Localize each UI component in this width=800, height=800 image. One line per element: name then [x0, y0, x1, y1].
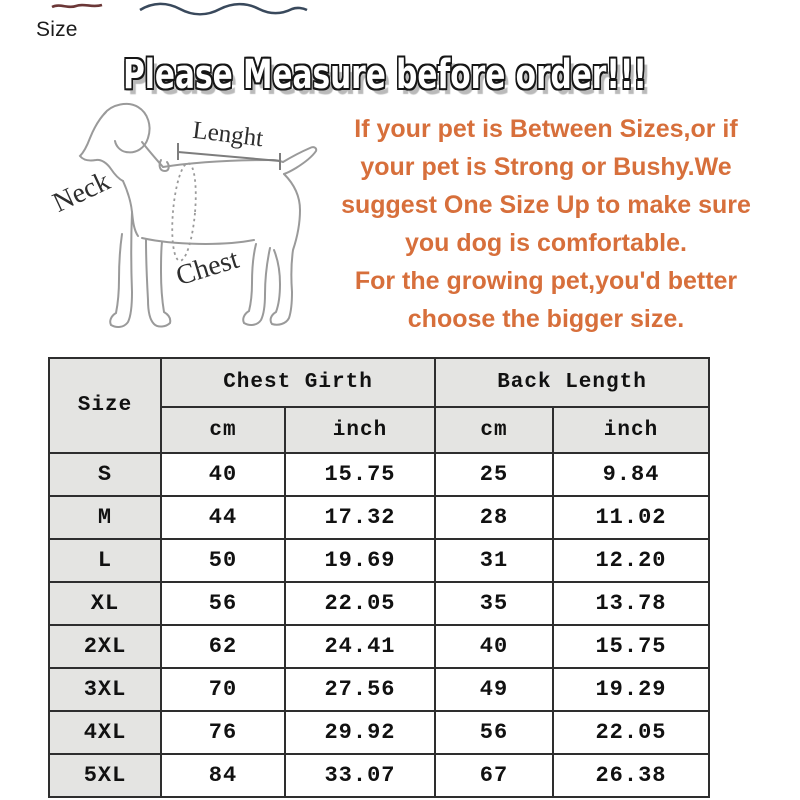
back-cm-cell: 28: [435, 496, 553, 539]
size-cell: M: [49, 496, 161, 539]
back-inch-cell: 15.75: [553, 625, 709, 668]
back-inch-cell: 9.84: [553, 453, 709, 496]
table-row: [49, 582, 709, 625]
size-cell: 2XL: [49, 625, 161, 668]
top-decoration: [50, 0, 315, 20]
advice-line: choose the bigger size.: [407, 305, 685, 333]
chest-inch-cell: 29.92: [285, 711, 435, 754]
back-cm-cell: 35: [435, 582, 553, 625]
back-inch-cell: 12.20: [553, 539, 709, 582]
corner-header: Size: [49, 358, 161, 453]
chest-inch-cell: 24.41: [285, 625, 435, 668]
back-cm-cell: 31: [435, 539, 553, 582]
size-cell: 4XL: [49, 711, 161, 754]
chest-label: Chest: [172, 243, 243, 293]
chest-inch-cell: 22.05: [285, 582, 435, 625]
back-cm-cell: 56: [435, 711, 553, 754]
chest-cm-cell: 62: [161, 625, 285, 668]
advice-line: suggest One Size Up to make sure: [341, 191, 751, 219]
back-cm-cell: 25: [435, 453, 553, 496]
chest-cm-cell: 56: [161, 582, 285, 625]
size-cell: XL: [49, 582, 161, 625]
size-cell: L: [49, 539, 161, 582]
chest-inch-cell: 19.69: [285, 539, 435, 582]
back-cm-cell: 49: [435, 668, 553, 711]
scribble-line: [52, 5, 102, 7]
dog-measurement-diagram: [28, 98, 358, 346]
advice-line: you dog is comfortable.: [405, 229, 687, 257]
chest-cm-cell: 40: [161, 453, 285, 496]
chest-inch-header: inch: [285, 407, 435, 453]
size-cell: S: [49, 453, 161, 496]
chest-girth-header: Chest Girth: [161, 358, 435, 407]
chest-cm-cell: 50: [161, 539, 285, 582]
chest-cm-cell: 70: [161, 668, 285, 711]
chest-inch-cell: 33.07: [285, 754, 435, 797]
back-inch-cell: 19.29: [553, 668, 709, 711]
advice-line: your pet is Strong or Bushy.We: [360, 153, 732, 181]
size-chart-table: [48, 357, 710, 798]
table-row: [49, 625, 709, 668]
table-row: [49, 453, 709, 496]
table-header-row: [49, 358, 709, 407]
back-inch-header: inch: [553, 407, 709, 453]
length-label: Lenght: [191, 116, 265, 153]
chest-girth-ellipse: [169, 162, 199, 262]
wave-line: [140, 4, 307, 14]
advice-line: If your pet is Between Sizes,or if: [354, 115, 738, 143]
chest-inch-cell: 15.75: [285, 453, 435, 496]
chest-cm-cell: 76: [161, 711, 285, 754]
neck-label: Neck: [48, 165, 115, 219]
page-title: Please Measure before order!!!: [123, 52, 647, 98]
back-inch-cell: 11.02: [553, 496, 709, 539]
advice-line: For the growing pet,you'd better: [354, 267, 738, 295]
back-inch-cell: 13.78: [553, 582, 709, 625]
advice-text: [330, 110, 762, 338]
chest-cm-cell: 84: [161, 754, 285, 797]
table-row: [49, 668, 709, 711]
chest-cm-header: cm: [161, 407, 285, 453]
size-cell: 5XL: [49, 754, 161, 797]
chest-inch-cell: 17.32: [285, 496, 435, 539]
size-caption: Size: [36, 18, 78, 41]
back-length-header: Back Length: [435, 358, 709, 407]
back-inch-cell: 26.38: [553, 754, 709, 797]
chest-cm-cell: 44: [161, 496, 285, 539]
chest-inch-cell: 27.56: [285, 668, 435, 711]
table-row: [49, 711, 709, 754]
back-cm-cell: 40: [435, 625, 553, 668]
back-cm-cell: 67: [435, 754, 553, 797]
back-cm-header: cm: [435, 407, 553, 453]
table-row: [49, 496, 709, 539]
back-inch-cell: 22.05: [553, 711, 709, 754]
table-row: [49, 754, 709, 797]
table-row: [49, 539, 709, 582]
size-cell: 3XL: [49, 668, 161, 711]
